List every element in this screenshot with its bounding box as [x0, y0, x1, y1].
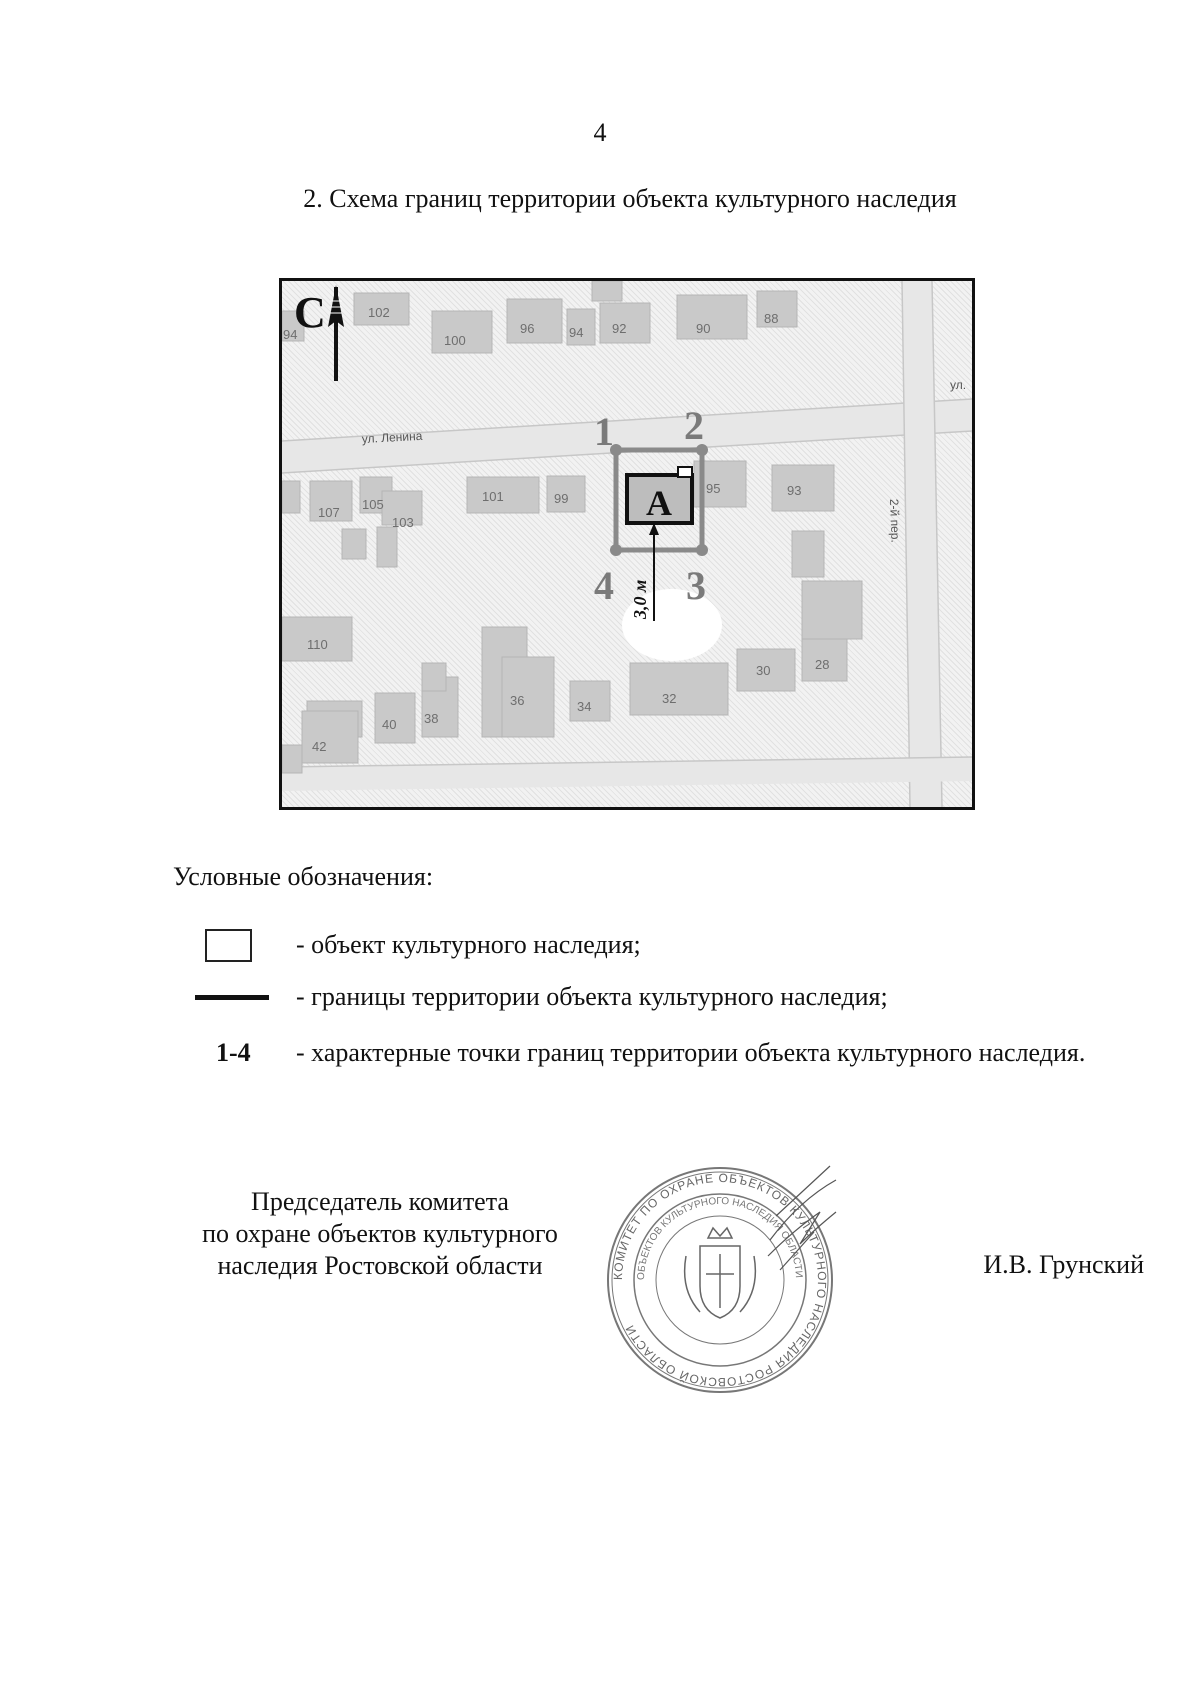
boundary-point-3: 3 [686, 563, 706, 608]
legend-object-symbol [205, 929, 252, 962]
svg-text:105: 105 [362, 497, 384, 512]
svg-text:90: 90 [696, 321, 711, 336]
svg-text:95: 95 [706, 481, 721, 496]
street-label-lane: 2-й пер. [887, 498, 903, 543]
svg-text:3,0 м: 3,0 м [630, 579, 650, 619]
boundary-scheme-map [279, 278, 975, 810]
svg-text:107: 107 [318, 505, 340, 520]
svg-text:92: 92 [612, 321, 627, 336]
svg-text:102: 102 [368, 305, 390, 320]
svg-text:100: 100 [444, 333, 466, 348]
svg-text:С: С [294, 288, 326, 337]
boundary-point-4: 4 [594, 563, 614, 608]
svg-text:94: 94 [283, 327, 298, 342]
svg-text:32: 32 [662, 691, 677, 706]
svg-text:96: 96 [520, 321, 535, 336]
svg-text:А: А [646, 483, 672, 523]
houses-top-row [282, 281, 797, 353]
page-number: 4 [593, 118, 607, 147]
svg-text:30: 30 [756, 663, 771, 678]
street-label-top-right: ул. [950, 378, 967, 392]
street-label-lenina: ул. Ленина [361, 428, 423, 446]
svg-text:36: 36 [510, 693, 525, 708]
distance-marker [630, 523, 659, 621]
svg-text:42: 42 [312, 739, 327, 754]
svg-text:38: 38 [424, 711, 439, 726]
coat-of-arms-icon [685, 1228, 756, 1318]
svg-text:101: 101 [482, 489, 504, 504]
street-lane [902, 281, 942, 807]
svg-text:103: 103 [392, 515, 414, 530]
signer-title: Председатель комитета по охране объектов культурного наследия Ростовской области [202, 1187, 558, 1280]
heritage-object [627, 467, 692, 523]
boundary-point-1: 1 [594, 409, 614, 454]
svg-text:34: 34 [577, 699, 592, 714]
svg-text:110: 110 [307, 637, 328, 652]
north-arrow-icon [294, 285, 344, 381]
official-seal [600, 1160, 840, 1400]
stamp-outer-text: КОМИТЕТ ПО ОХРАНЕ ОБЪЕКТОВ КУЛЬТУРНОГО НАСЛЕДИЯ РОСТОВСКОЙ ОБЛАСТИ [610, 1170, 830, 1390]
svg-text:94: 94 [569, 325, 584, 340]
stamp-inner-text: ОБЪЕКТОВ КУЛЬТУРНОГО НАСЛЕДИЯ ОБЛАСТИ [635, 1195, 805, 1281]
legend-boundary-line-symbol [195, 995, 269, 1000]
svg-text:88: 88 [764, 311, 779, 326]
page-heading: 2. Схема границ территории объекта культурного наследия [303, 184, 957, 213]
houses-bottom-row [282, 617, 847, 773]
svg-text:40: 40 [382, 717, 397, 732]
houses-middle-row [282, 461, 862, 639]
svg-text:93: 93 [787, 483, 802, 498]
boundary-point-2: 2 [684, 403, 704, 448]
svg-text:28: 28 [815, 657, 830, 672]
legend-points-symbol: 1-4 [216, 1038, 251, 1067]
signer-name: И.В. Грунский [983, 1250, 1144, 1279]
legend-title: Условные обозначения: [173, 862, 434, 891]
svg-text:99: 99 [554, 491, 569, 506]
